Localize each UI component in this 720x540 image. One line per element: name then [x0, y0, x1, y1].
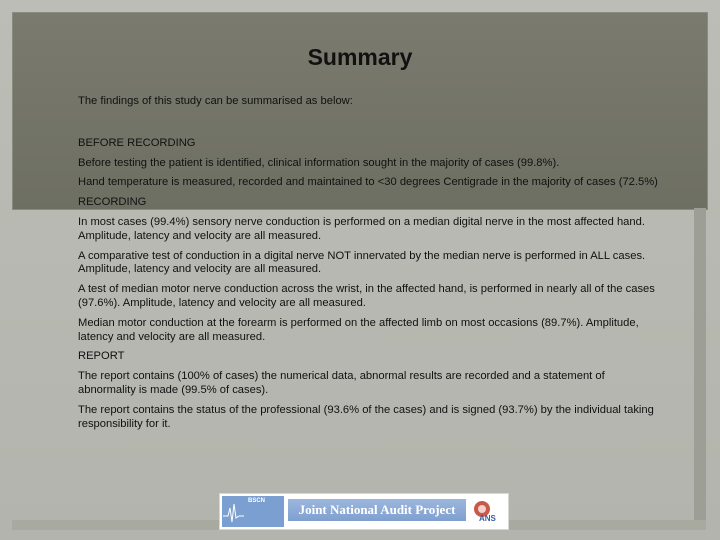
bscn-logo [222, 496, 284, 527]
section-heading-before-recording: BEFORE RECORDING [78, 136, 196, 149]
frame-right-strip [694, 208, 706, 530]
ans-logo [470, 497, 506, 527]
paragraph: A test of median motor nerve conduction across the wrist, in the affected hand, is performed in nearly all of the cases (97.6%). Amplitude, latency and velocity are all measured. [78, 283, 655, 309]
paragraph: Hand temperature is measured, recorded and maintained to <30 degrees Centigrade in the majority of cases (72.5%) [78, 176, 658, 189]
section-heading-report: REPORT [78, 350, 125, 363]
footer-logo-banner [219, 493, 509, 530]
ans-logo-text: ANS [479, 514, 496, 523]
paragraph: The report contains the status of the professional (93.6% of the cases) and is signed (93.7%) by the individual taking responsibility for it. [78, 403, 654, 430]
paragraph: Before testing the patient is identified, clinical information sought in the majority of cases (99.8%). [78, 156, 560, 169]
paragraph: A comparative test of conduction in a digital nerve NOT innervated by the median nerve is performed in ALL cases. Amplitude, latency and velocity are all measured. [78, 249, 646, 276]
slide-title: Summary [307, 44, 413, 70]
intro-text: The findings of this study can be summarised as below: [78, 95, 353, 107]
paragraph: In most cases (99.4%) sensory nerve conduction is performed on a median digital nerve in the most affected hand. Amplitude, latency and velocity are all measured. [78, 215, 645, 242]
section-heading-recording: RECORDING [78, 196, 147, 209]
paragraph: The report contains (100% of cases) the numerical data, abnormal results are recorded and a statement of abnormality is made (99.5% of cases). [78, 370, 605, 396]
slide-body [78, 95, 658, 437]
bscn-logo-text: BSCN [248, 498, 266, 504]
paragraph: Median motor conduction at the forearm is performed on the affected limb on most occasions (89.7%). Amplitude, latency and velocity are all measured. [78, 316, 639, 343]
audit-project-banner: Joint National Audit Project [288, 499, 466, 521]
